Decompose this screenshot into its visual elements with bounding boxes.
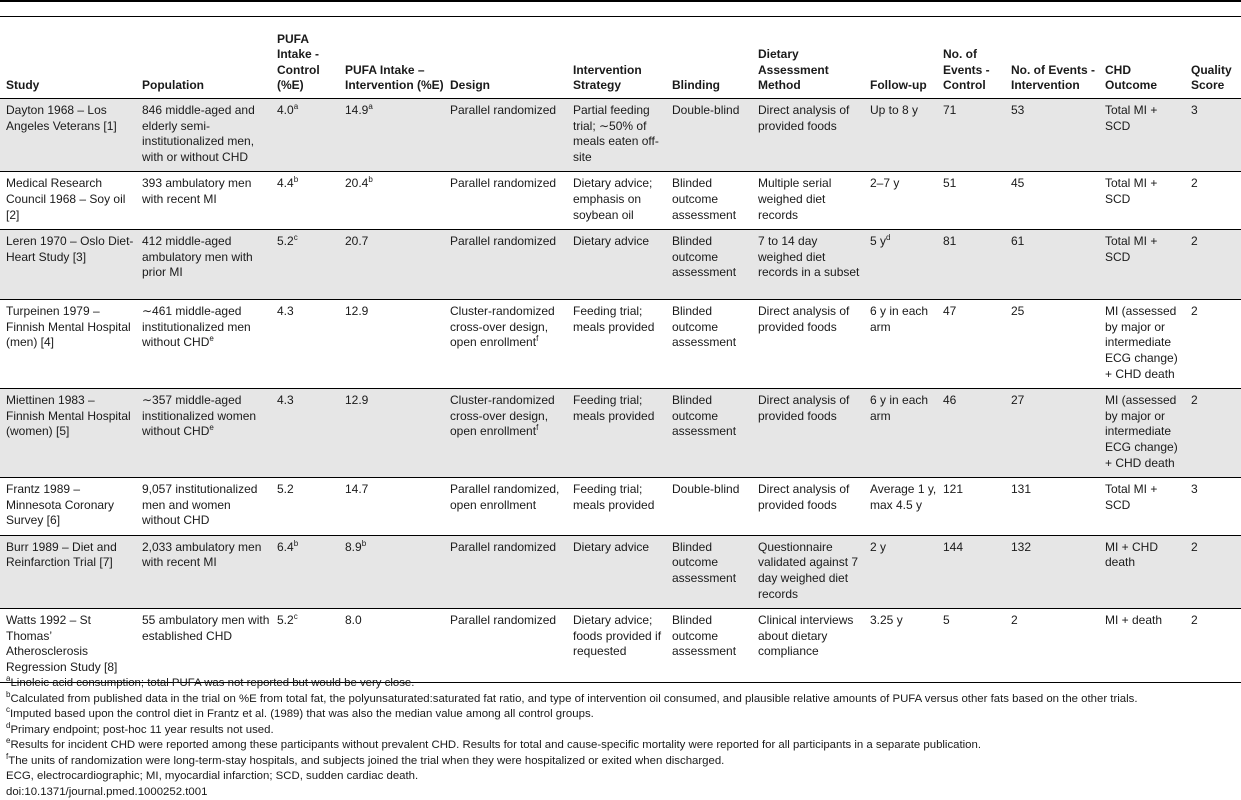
events-intervention-cell: 45 [1011,176,1025,191]
assessment-cell: Multiple serial weighed diet records [758,176,832,222]
footnote: $^c$Imputed based upon the control diet in Frantz et al. (1989) that was also the median value among all control groups. [6,705,594,720]
footnote: $^e$Results for incident CHD were reported among these participants without prevalent CHD. Results for total and cause-specific mortality were reported for all participants in a separate publication. [6,736,982,751]
design-cell: Parallel randomized, open enrollment [450,482,560,512]
study-cell: Leren 1970 – Oslo Diet-Heart Study [3] [6,234,134,264]
table-row [0,609,1241,682]
strategy-cell: Feeding trial; meals provided [573,482,655,512]
followup-cell: 3.25 y [870,613,903,628]
events-control-cell: 81 [943,234,957,249]
outcome-cell: Total MI + SCD [1105,103,1158,133]
footnote-marker: b [6,689,11,699]
column-header: Study [6,78,40,93]
column-header: Design [450,78,491,93]
pufa-intervention-cell: 20.4$^b$ [345,175,373,191]
study-cell: Watts 1992 – St Thomas’ Atherosclerosis Regression Study [8] [6,613,118,675]
pufa-intervention-cell: 14.9$^a$ [345,102,373,117]
footnote-marker: a [293,102,299,111]
blinding-cell: Blinded outcome assessment [672,613,737,659]
footnote: $^d$Primary endpoint; post-hoc 11 year results not used. [6,720,274,736]
population-cell: ∼461 middle-aged institutionalized men without CHD$^e$ [142,304,251,350]
column-header: Quality Score [1191,62,1232,93]
footnote-marker: f [536,423,539,433]
footnote-marker: d [886,233,891,243]
column-header: Intervention Strategy [573,62,642,93]
assessment-cell: Questionnaire validated against 7 day weighed diet records [758,539,859,601]
events-control-cell: 121 [943,482,964,497]
events-control-cell: 46 [943,393,957,408]
column-header: Dietary Assessment Method [758,47,829,93]
footnote: $^f$The units of randomization were long-term-stay hospitals, and subjects joined the trial when they were hospitalized or exited when discharged. [6,751,725,767]
column-header: CHD Outcome [1105,62,1158,93]
followup-cell: 2–7 y [870,176,900,191]
column-header: PUFA Intake – Intervention (%E) [345,62,444,93]
quality-cell: 3 [1191,103,1198,117]
events-control-cell: 47 [943,304,957,319]
design-cell: Parallel randomized [450,613,557,628]
followup-cell: Up to 8 y [870,103,919,117]
population-cell: 393 ambulatory men with recent MI [142,176,252,206]
events-control-cell: 5 [943,613,950,628]
table-header-row [0,17,1241,99]
events-intervention-cell: 132 [1011,539,1032,554]
footnote-marker: e [6,736,11,746]
events-intervention-cell: 25 [1011,304,1025,319]
footnote: doi:10.1371/journal.pmed.1000252.t001 [6,785,208,798]
blinding-cell: Double-blind [672,103,740,117]
outcome-cell: Total MI + SCD [1105,234,1158,264]
outcome-cell: MI (assessed by major or intermediate ECG change) + CHD death [1105,304,1178,381]
pufa-intervention-cell: 8.0 [345,613,362,628]
table-row [0,478,1241,536]
events-intervention-cell: 2 [1011,613,1018,628]
design-cell: Parallel randomized [450,234,557,249]
column-header: No. of Events - Control [943,47,990,93]
population-cell: ∼357 middle-aged institionalized women without CHD$^e$ [142,393,257,439]
column-header: Follow-up [870,78,927,93]
events-intervention-cell: 131 [1011,482,1032,497]
design-cell: Parallel randomized [450,539,557,554]
column-header: Blinding [672,78,720,93]
outcome-cell: MI + death [1105,613,1163,628]
table-row [0,535,1241,608]
footnote-marker: f [536,334,539,344]
blinding-cell: Blinded outcome assessment [672,539,737,586]
pufa-intervention-cell: 14.7 [345,482,369,497]
footnote-marker: b [361,538,367,548]
footnote-marker: a [6,674,11,684]
strategy-cell: Dietary advice; foods provided if requested [573,613,662,659]
study-cell: Frantz 1989 – Minnesota Coronary Survey [6] [6,482,115,528]
population-cell: 412 middle-aged ambulatory men with prior MI [142,234,253,280]
followup-cell: 6 y in each arm [870,393,929,423]
pufa-control-cell: 4.3 [277,393,294,408]
top-rule [0,0,1241,2]
outcome-cell: Total MI + SCD [1105,176,1158,206]
strategy-cell: Partial feeding trial; ∼50% of meals eaten off-site [573,103,659,164]
footnote-marker: a [368,102,373,111]
footnote-marker: c [293,612,298,622]
table-row [0,172,1241,230]
quality-cell: 2 [1191,393,1198,408]
followup-cell: Average 1 y, max 4.5 y [870,482,937,512]
assessment-cell: Direct analysis of provided foods [758,482,850,512]
design-cell: Parallel randomized [450,176,557,191]
quality-cell: 3 [1191,482,1198,497]
outcome-cell: Total MI + SCD [1105,482,1158,512]
footnote: $^a$Linoleic acid consumption; total PUFA was not reported but would be very close. [6,674,415,689]
strategy-cell: Dietary advice [573,539,650,554]
design-cell: Cluster-randomized cross-over design, open enrollment$^f$ [450,393,555,439]
column-header: PUFA Intake - Control (%E) [277,31,320,93]
outcome-cell: MI + CHD death [1105,539,1159,570]
blinding-cell: Double-blind [672,482,740,497]
followup-cell: 2 y [870,539,887,554]
population-cell: 846 middle-aged and elderly semi-institutionalized men, with or without CHD [142,103,255,164]
pufa-control-cell: 6.4$^b$ [277,538,299,554]
design-cell: Parallel randomized [450,103,557,117]
table-row [0,300,1241,389]
footnote-marker: d [6,720,11,730]
events-intervention-cell: 53 [1011,103,1025,117]
blinding-cell: Blinded outcome assessment [672,234,737,280]
quality-cell: 2 [1191,613,1198,628]
assessment-cell: Direct analysis of provided foods [758,103,850,133]
pufa-intervention-cell: 8.9$^b$ [345,538,367,554]
strategy-cell: Feeding trial; meals provided [573,304,655,334]
pufa-control-cell: 5.2$^c$ [277,233,298,249]
table-row [0,389,1241,478]
footnote-marker: e [209,334,214,344]
pufa-control-cell: 5.2$^c$ [277,612,298,628]
followup-cell: 5 $y^d$ [870,233,891,249]
footnote-marker: b [293,175,299,185]
pufa-intervention-cell: 20.7 [345,234,369,249]
quality-cell: 2 [1191,304,1198,319]
footnote-marker: f [6,751,9,761]
pufa-control-cell: 4.4$^b$ [277,175,299,191]
pufa-control-cell: 4.3 [277,304,294,319]
footnote-marker: b [293,538,299,548]
blinding-cell: Blinded outcome assessment [672,304,737,350]
study-cell: Burr 1989 – Diet and Reinfarction Trial [7] [6,539,117,570]
pufa-intervention-cell: 12.9 [345,304,369,319]
blinding-cell: Blinded outcome assessment [672,176,737,222]
footnote: $^b$Calculated from published data in the trial on %E from total fat, the polyunsaturated:saturated fat ratio, and type of intervention oil consumed, and plausible relative amounts of PUFA versus other fats based on the other trials. [6,689,1138,705]
followup-cell: 6 y in each arm [870,304,929,334]
footnote-marker: c [293,233,298,243]
quality-cell: 2 [1191,234,1198,249]
events-control-cell: 144 [943,539,964,554]
population-cell: 55 ambulatory men with established CHD [142,613,270,643]
population-cell: 2,033 ambulatory men with recent MI [142,539,262,570]
events-intervention-cell: 27 [1011,393,1025,408]
studies-table [0,16,1241,683]
table-row [0,230,1241,300]
column-header: Population [142,78,204,93]
footnote-marker: b [368,175,373,185]
table-footnotes [6,676,1238,800]
pufa-intervention-cell: 12.9 [345,393,369,408]
population-cell: 9,057 institutionalized men and women without CHD [142,482,258,528]
strategy-cell: Dietary advice; emphasis on soybean oil [573,176,653,222]
strategy-cell: Feeding trial; meals provided [573,393,655,423]
study-cell: Dayton 1968 – Los Angeles Veterans [1] [6,103,117,133]
table-row [0,99,1241,172]
pufa-control-cell: 5.2 [277,482,294,497]
footnote-marker: e [209,423,214,433]
strategy-cell: Dietary advice [573,234,650,249]
events-control-cell: 71 [943,103,957,117]
assessment-cell: 7 to 14 day weighed diet records in a subset [758,234,860,280]
pufa-control-cell: 4.0$^a$ [277,102,299,117]
assessment-cell: Direct analysis of provided foods [758,393,850,423]
events-control-cell: 51 [943,176,957,191]
design-cell: Cluster-randomized cross-over design, open enrollment$^f$ [450,304,555,350]
assessment-cell: Direct analysis of provided foods [758,304,850,334]
assessment-cell: Clinical interviews about dietary compliance [758,613,854,659]
blinding-cell: Blinded outcome assessment [672,393,737,439]
footnote-marker: c [6,705,10,715]
quality-cell: 2 [1191,176,1198,191]
quality-cell: 2 [1191,539,1198,554]
study-cell: Medical Research Council 1968 – Soy oil [2] [6,176,126,222]
events-intervention-cell: 61 [1011,234,1025,249]
footnote: ECG, electrocardiographic; MI, myocardial infarction; SCD, sudden cardiac death. [6,770,419,782]
outcome-cell: MI (assessed by major or intermediate ECG change) + CHD death [1105,393,1178,470]
column-header: No. of Events - Intervention [1011,62,1096,93]
study-cell: Turpeinen 1979 – Finnish Mental Hospital (men) [4] [6,304,131,350]
study-cell: Miettinen 1983 – Finnish Mental Hospital (women) [5] [6,393,131,439]
